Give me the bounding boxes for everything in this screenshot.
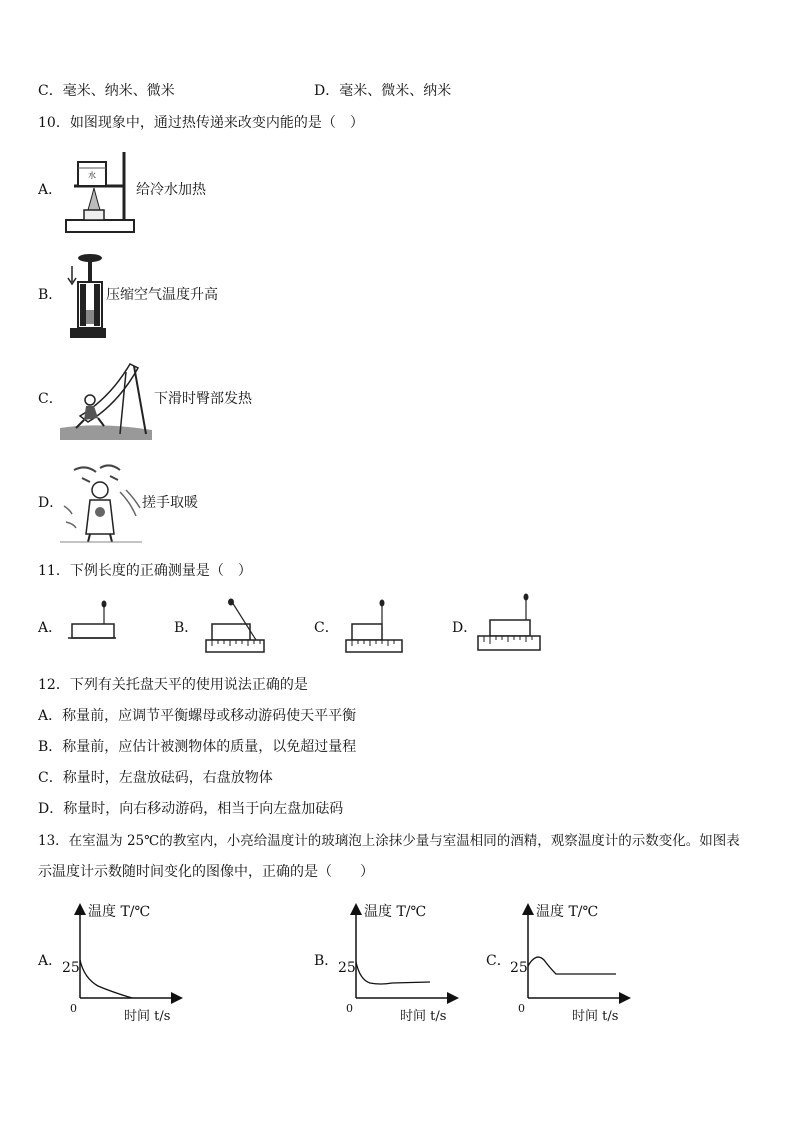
q13-graph-a-curve (80, 960, 132, 998)
ruler-measure-d-icon (476, 592, 542, 654)
q13-graph-a (60, 898, 190, 1026)
q11-option-d-letter: D． (452, 620, 478, 636)
q10-option-c-letter: C． (38, 391, 63, 407)
q13-graph-a-origin: 0 (70, 1002, 77, 1015)
q10-option-c-caption: 下滑时臀部发热 (154, 391, 252, 407)
ruler-measure-b-icon (204, 596, 268, 656)
q13-stem-line2: 示温度计示数随时间变化的图像中，正确的是（ ） (38, 864, 374, 880)
q13-graph-b-letter: B． (314, 953, 339, 969)
q13-graph-c-xlabel: 时间 t/s (572, 1009, 619, 1024)
q13-graph-a-xlabel: 时间 t/s (124, 1009, 171, 1024)
q13-graph-a-ylabel: 温度 T/℃ (88, 904, 151, 920)
q12-option-c: C．称量时，左盘放砝码，右盘放物体 (38, 770, 273, 786)
q10-option-d-letter: D． (38, 495, 64, 511)
q11-stem: 11．下例长度的正确测量是（ ） (38, 563, 252, 579)
q13-stem-line1: 13．在室温为 25℃的教室内，小亮给温度计的玻璃泡上涂抹少量与室温相同的酒精，观察温度计的示数变化。如图表 (38, 833, 740, 849)
q13-graph-b-curve (356, 962, 430, 984)
q13-graph-a-letter: A． (38, 953, 63, 969)
ruler-measure-a-icon (66, 600, 118, 642)
air-pump-icon (64, 250, 106, 342)
q13-graph-a-tick: 25 (62, 960, 80, 976)
q13-graph-c (508, 898, 638, 1026)
q13-graph-b-tick: 25 (338, 960, 356, 976)
q12-option-b: B．称量前，应估计被测物体的质量，以免超过量程 (38, 739, 357, 755)
q12-option-a: A．称量前，应调节平衡螺母或移动游码使天平平衡 (38, 708, 357, 724)
q12-stem: 12．下列有关托盘天平的使用说法正确的是 (38, 677, 308, 693)
ruler-measure-c-icon (344, 598, 406, 656)
q13-graph-c-tick: 25 (510, 960, 528, 976)
q9-option-d: D．毫米、微米、纳米 (314, 83, 452, 99)
q10-stem: 10．如图现象中，通过热传递来改变内能的是（ ） (38, 115, 364, 131)
rubbing-hands-icon (60, 462, 142, 544)
q13-graph-c-ylabel: 温度 T/℃ (536, 904, 599, 920)
slide-icon (60, 358, 152, 440)
q13-graph-c-curve (528, 957, 616, 974)
q11-option-a-letter: A． (38, 620, 63, 636)
q13-graph-b-origin: 0 (346, 1002, 353, 1015)
q11-option-c-letter: C． (314, 620, 339, 636)
svg-text:水: 水 (88, 171, 96, 180)
q10-option-d-caption: 搓手取暖 (142, 495, 198, 511)
q13-graph-b-xlabel: 时间 t/s (400, 1009, 447, 1024)
q13-graph-b (336, 898, 466, 1026)
q10-option-b-letter: B． (38, 287, 63, 303)
q13-graph-b-ylabel: 温度 T/℃ (364, 904, 427, 920)
q9-option-c: C．毫米、纳米、微米 (38, 83, 175, 99)
q10-option-a-caption: 给冷水加热 (136, 182, 206, 198)
beaker-heating-icon (64, 148, 138, 234)
q12-option-d: D．称量时，向右移动游码，相当于向左盘加砝码 (38, 801, 344, 817)
q10-option-b-caption: 压缩空气温度升高 (106, 287, 218, 303)
q13-graph-c-origin: 0 (518, 1002, 525, 1015)
q10-option-a-letter: A． (38, 182, 63, 198)
q13-graph-c-letter: C． (486, 953, 511, 969)
q11-option-b-letter: B． (174, 620, 199, 636)
